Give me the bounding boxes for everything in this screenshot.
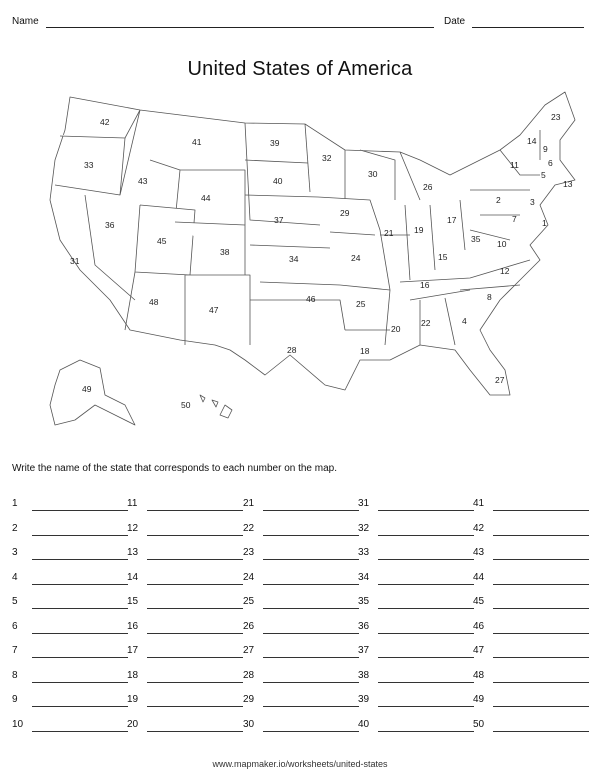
- answer-number: 37: [358, 645, 370, 656]
- answer-number: 5: [12, 596, 18, 607]
- map-label-34: 34: [289, 254, 299, 264]
- answer-row: [243, 572, 361, 597]
- map-label-41: 41: [192, 137, 202, 147]
- answer-row: [12, 523, 130, 548]
- answer-row: [12, 670, 130, 695]
- answer-row: [473, 621, 591, 646]
- answer-row: [473, 547, 591, 572]
- map-label-30: 30: [368, 169, 378, 179]
- answer-row: [473, 596, 591, 621]
- map-label-31: 31: [70, 256, 80, 266]
- answer-row: [358, 498, 476, 523]
- answer-line[interactable]: [32, 510, 128, 511]
- answer-number: 45: [473, 596, 485, 607]
- answer-row: [127, 694, 245, 719]
- map-label-4: 4: [462, 316, 467, 326]
- answer-number: 32: [358, 522, 370, 534]
- map-label-20: 20: [391, 324, 401, 334]
- answer-number: 14: [127, 571, 139, 583]
- answer-number: 33: [358, 547, 370, 558]
- answer-row: [127, 498, 245, 523]
- map-label-43: 43: [138, 176, 148, 186]
- answer-row: [358, 621, 476, 646]
- answer-line[interactable]: [32, 682, 128, 683]
- answer-line[interactable]: [32, 657, 128, 658]
- answer-number: 40: [358, 718, 370, 730]
- answer-number: 10: [12, 718, 24, 730]
- answer-line[interactable]: [378, 510, 474, 511]
- map-label-9: 9: [543, 144, 548, 154]
- map-label-2: 2: [496, 195, 501, 205]
- answer-line[interactable]: [147, 731, 243, 732]
- answer-row: [473, 498, 591, 523]
- map-label-13: 13: [563, 179, 573, 189]
- footer-url: www.mapmaker.io/worksheets/united-states: [212, 759, 388, 769]
- answer-row: [473, 670, 591, 695]
- answer-line[interactable]: [263, 559, 359, 560]
- map-label-28: 28: [287, 345, 297, 355]
- answer-row: [127, 547, 245, 572]
- answer-number: 3: [12, 547, 18, 558]
- answer-line[interactable]: [32, 559, 128, 560]
- answer-line[interactable]: [147, 682, 243, 683]
- answer-row: [12, 719, 130, 744]
- answer-row: [243, 719, 361, 744]
- answer-number: 30: [243, 718, 255, 730]
- answer-column-5: [473, 498, 591, 743]
- answer-number: 49: [473, 694, 485, 705]
- answer-number: 43: [473, 547, 485, 558]
- answer-row: [127, 645, 245, 670]
- answer-row: [358, 694, 476, 719]
- map-label-14: 14: [527, 136, 537, 146]
- map-label-5: 5: [541, 170, 546, 180]
- answer-line[interactable]: [147, 559, 243, 560]
- map-label-7: 7: [512, 214, 517, 224]
- answer-row: [473, 719, 591, 744]
- answer-number: 48: [473, 669, 485, 681]
- map-label-19: 19: [414, 225, 424, 235]
- answer-line[interactable]: [263, 510, 359, 511]
- answer-number: 15: [127, 596, 139, 607]
- answer-line[interactable]: [32, 584, 128, 585]
- answer-row: [473, 523, 591, 548]
- answer-number: 46: [473, 620, 485, 632]
- answer-line[interactable]: [493, 559, 589, 560]
- answer-row: [358, 547, 476, 572]
- answer-row: [127, 572, 245, 597]
- date-line[interactable]: [472, 27, 584, 28]
- answer-row: [358, 572, 476, 597]
- answer-line[interactable]: [263, 535, 359, 536]
- answer-line[interactable]: [493, 657, 589, 658]
- answer-line[interactable]: [378, 584, 474, 585]
- map-label-22: 22: [421, 318, 431, 328]
- answer-line[interactable]: [378, 559, 474, 560]
- answer-line[interactable]: [493, 633, 589, 634]
- answer-line[interactable]: [263, 682, 359, 683]
- answer-row: [358, 523, 476, 548]
- map-label-49: 49: [82, 384, 92, 394]
- page-title: United States of America: [187, 58, 413, 80]
- answer-column-2: [127, 498, 245, 743]
- answer-row: [127, 719, 245, 744]
- answer-row: [127, 670, 245, 695]
- answer-number: 20: [127, 718, 139, 730]
- answer-line[interactable]: [263, 657, 359, 658]
- map-label-21: 21: [384, 228, 394, 238]
- answer-row: [473, 572, 591, 597]
- answer-number: 28: [243, 669, 255, 681]
- answer-line[interactable]: [263, 731, 359, 732]
- map-label-27: 27: [495, 375, 505, 385]
- answer-line[interactable]: [493, 510, 589, 511]
- answer-row: [12, 498, 130, 523]
- map-label-16: 16: [420, 280, 430, 290]
- answer-number: 36: [358, 620, 370, 632]
- answer-line[interactable]: [263, 706, 359, 707]
- map-label-12: 12: [500, 266, 510, 276]
- answer-row: [243, 498, 361, 523]
- answer-line[interactable]: [493, 535, 589, 536]
- answer-line[interactable]: [32, 633, 128, 634]
- map-label-37: 37: [274, 215, 284, 225]
- date-label: Date: [444, 16, 466, 27]
- answer-number: 2: [12, 522, 18, 534]
- map-label-32: 32: [322, 153, 332, 163]
- answer-line[interactable]: [493, 731, 589, 732]
- answer-row: [473, 645, 591, 670]
- map-label-26: 26: [423, 182, 433, 192]
- answer-row: [243, 645, 361, 670]
- answer-line[interactable]: [147, 510, 243, 511]
- answer-line[interactable]: [32, 535, 128, 536]
- answer-row: [358, 670, 476, 695]
- answer-line[interactable]: [32, 731, 128, 732]
- map-label-18: 18: [360, 346, 370, 356]
- map-label-40: 40: [273, 176, 283, 186]
- answer-number: 6: [12, 620, 18, 632]
- answer-line[interactable]: [147, 633, 243, 634]
- answer-number: 47: [473, 645, 485, 656]
- answer-row: [12, 572, 130, 597]
- answer-row: [243, 670, 361, 695]
- map-label-8: 8: [487, 292, 492, 302]
- answer-line[interactable]: [147, 657, 243, 658]
- answer-number: 41: [473, 498, 485, 509]
- map-label-42: 42: [100, 117, 110, 127]
- answer-number: 26: [243, 620, 255, 632]
- map-label-11: 11: [510, 160, 519, 170]
- map-label-48: 48: [149, 297, 159, 307]
- answer-row: [358, 719, 476, 744]
- answer-number: 11: [127, 498, 138, 509]
- answer-number: 38: [358, 669, 370, 681]
- map-label-47: 47: [209, 305, 219, 315]
- map-label-3: 3: [530, 197, 535, 207]
- answer-row: [243, 547, 361, 572]
- map-label-35: 35: [471, 234, 481, 244]
- answer-number: 13: [127, 547, 139, 558]
- answer-row: [12, 596, 130, 621]
- instructions: Write the name of the state that corresponds to each number on the map.: [12, 463, 337, 474]
- alaska-outline: [50, 360, 135, 425]
- answer-line[interactable]: [493, 584, 589, 585]
- answer-line[interactable]: [147, 608, 243, 609]
- answer-line[interactable]: [147, 706, 243, 707]
- answer-line[interactable]: [378, 657, 474, 658]
- answer-line[interactable]: [493, 682, 589, 683]
- answer-row: [127, 596, 245, 621]
- answer-row: [243, 694, 361, 719]
- answer-line[interactable]: [493, 706, 589, 707]
- map-label-44: 44: [201, 193, 211, 203]
- map-label-6: 6: [548, 158, 553, 168]
- answer-row: [12, 694, 130, 719]
- answer-number: 27: [243, 645, 255, 656]
- answer-number: 17: [127, 645, 139, 656]
- answer-number: 1: [12, 498, 18, 509]
- answer-row: [12, 547, 130, 572]
- answer-row: [12, 621, 130, 646]
- answer-number: 35: [358, 596, 370, 607]
- answer-line[interactable]: [493, 608, 589, 609]
- map-label-46: 46: [306, 294, 316, 304]
- answer-number: 44: [473, 571, 485, 583]
- answer-line[interactable]: [378, 608, 474, 609]
- answer-number: 12: [127, 522, 139, 534]
- answer-number: 21: [243, 498, 255, 509]
- answer-number: 25: [243, 596, 255, 607]
- answer-number: 16: [127, 620, 139, 632]
- answer-row: [473, 694, 591, 719]
- answer-number: 31: [358, 498, 370, 509]
- answer-line[interactable]: [32, 706, 128, 707]
- answer-row: [243, 596, 361, 621]
- answer-line[interactable]: [147, 535, 243, 536]
- answer-line[interactable]: [147, 584, 243, 585]
- answer-row: [358, 645, 476, 670]
- hawaii-outline: [200, 395, 232, 418]
- answer-number: 34: [358, 571, 370, 583]
- answer-column-3: [243, 498, 361, 743]
- us-map: [38, 84, 584, 440]
- answer-column-4: [358, 498, 476, 743]
- map-label-29: 29: [340, 208, 350, 218]
- answer-row: [127, 621, 245, 646]
- map-label-24: 24: [351, 253, 361, 263]
- answer-number: 18: [127, 669, 139, 681]
- answer-number: 9: [12, 694, 18, 705]
- map-label-23: 23: [551, 112, 561, 122]
- answer-line[interactable]: [32, 608, 128, 609]
- answer-row: [12, 645, 130, 670]
- answer-number: 23: [243, 547, 255, 558]
- answer-line[interactable]: [378, 682, 474, 683]
- map-label-1: 1: [542, 218, 547, 228]
- answer-number: 22: [243, 522, 255, 534]
- answer-row: [243, 621, 361, 646]
- answer-number: 8: [12, 669, 18, 681]
- answer-number: 7: [12, 645, 18, 656]
- answer-line[interactable]: [378, 633, 474, 634]
- answer-line[interactable]: [378, 731, 474, 732]
- answer-row: [243, 523, 361, 548]
- answer-line[interactable]: [263, 608, 359, 609]
- answer-row: [358, 596, 476, 621]
- answer-line[interactable]: [378, 706, 474, 707]
- answer-number: 24: [243, 571, 255, 583]
- map-label-15: 15: [438, 252, 448, 262]
- answer-line[interactable]: [263, 633, 359, 634]
- map-label-10: 10: [497, 239, 507, 249]
- answer-number: 39: [358, 694, 370, 705]
- map-label-25: 25: [356, 299, 366, 309]
- map-label-45: 45: [157, 236, 167, 246]
- name-label: Name: [12, 16, 39, 27]
- answer-column-1: [12, 498, 130, 743]
- answer-line[interactable]: [378, 535, 474, 536]
- answer-number: 19: [127, 694, 139, 705]
- map-label-33: 33: [84, 160, 94, 170]
- answer-number: 42: [473, 522, 485, 534]
- map-label-39: 39: [270, 138, 280, 148]
- name-line[interactable]: [46, 27, 434, 28]
- answer-number: 4: [12, 571, 18, 583]
- answer-number: 50: [473, 718, 485, 730]
- answer-number: 29: [243, 694, 255, 705]
- answer-line[interactable]: [263, 584, 359, 585]
- map-label-36: 36: [105, 220, 115, 230]
- map-label-38: 38: [220, 247, 230, 257]
- map-label-17: 17: [447, 215, 457, 225]
- answer-row: [127, 523, 245, 548]
- map-label-50: 50: [181, 400, 191, 410]
